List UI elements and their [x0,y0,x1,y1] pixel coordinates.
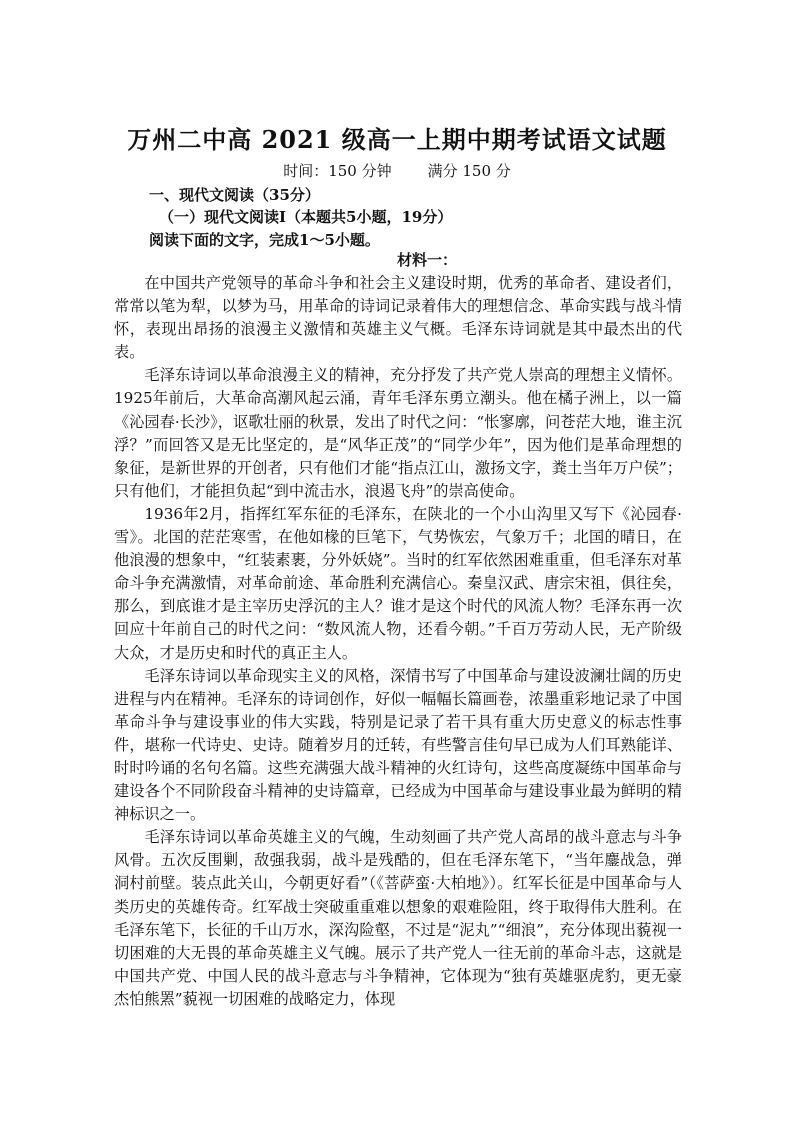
paragraph: 在中国共产党领导的革命斗争和社会主义建设时期，优秀的革命者、建设者们，常常以笔为犁，以梦为马，用革命的诗词记录着伟大的理想信念、革命实践与战斗情怀，表现出昂扬的浪漫主义激情和英雄主义气概。毛泽东诗词就是其中最杰出的代表。 [114,274,682,362]
reading-instruction: 阅读下面的文字，完成1～5小题。 [149,231,380,249]
exam-score: 满分 150 分 [427,162,511,180]
paragraph: 1936年2月，指挥红军东征的毛泽东，在陕北的一个小山沟里又写下《沁园春·雪》。北国的茫茫寒雪，在他如椽的巨笔下，气势恢宏，气象万千；北国的晴日，在他浪漫的想象中，“红装素裹，分外妖娆”。当时的红军依然困难重重，但毛泽东对革命斗争充满激情，对革命前途、革命胜利充满信心。秦皇汉武、唐宗宋祖，俱往矣，那么，到底谁才是主宰历史浮沉的主人？谁才是这个时代的风流人物？毛泽东再一次回应十年前自己的时代之问：“数风流人物，还看今朝。”千百万劳动人民，无产阶级大众，才是历史和时代的真正主人。 [114,504,682,662]
subsection-heading: （一）现代文阅读Ⅰ（本题共5小题，19分） [159,208,453,226]
exam-title: 万州二中高 2021 级高一上期中期考试语文试题 [127,125,667,154]
section-heading: 一、现代文阅读（35分） [149,186,320,204]
passage-body [114,272,682,1011]
exam-time: 时间：150 分钟 [283,162,392,180]
paragraph: 毛泽东诗词以革命英雄主义的气魄，生动刻画了共产党人高昂的战斗意志与斗争风骨。五次反围剿，敌强我弱，战斗是残酷的，但在毛泽东笔下，“当年鏖战急，弹洞村前壁。装点此关山，今朝更好看”（《菩萨蛮·大柏地》）。红军长征是中国革命与人类历史的英雄传奇。红军战士突破重重难以想象的艰难险阻，终于取得伟大胜利。在毛泽东笔下，长征的千山万水，深沟险壑，不过是“泥丸”“细浪”，充分体现出藐视一切困难的大无畏的革命英雄主义气魄。展示了共产党人一往无前的革命斗志，这就是中国共产党、中国人民的战斗意志与斗争精神，它体现为“独有英雄驱虎豹，更无豪杰怕熊罴”藐视一切困难的战略定力，体现 [114,828,682,1008]
paragraph: 毛泽东诗词以革命浪漫主义的精神，充分抒发了共产党人崇高的理想主义情怀。1925年前后，大革命高潮风起云涌，青年毛泽东勇立潮头。他在橘子洲上，以一篇《沁园春·长沙》，讴歌壮丽的秋景，发出了时代之问：“怅寥廓，问苍茫大地，谁主沉浮？”而回答又是无比坚定的，是“风华正茂”的“同学少年”，因为他们是革命理想的象征，是新世界的开创者，只有他们才能“指点江山，激扬文字，粪土当年万户侯”；只有他们，才能担负起“到中流击水，浪遏飞舟”的崇高使命。 [114,366,682,500]
material-label: 材料一： [396,251,457,269]
paragraph: 毛泽东诗词以革命现实主义的风格，深情书写了中国革命与建设波澜壮阔的历史进程与内在精神。毛泽东的诗词创作，好似一幅幅长篇画卷，浓墨重彩地记录了中国革命斗争与建设事业的伟大实践，特别是记录了若干具有重大历史意义的标志性事件，堪称一代诗史、史诗。随着岁月的迁转，有些警言佳句早已成为人们耳熟能详、时时吟诵的名句名篇。这些充满强大战斗精神的火红诗句，这些高度凝练中国革命与建设各个不同阶段奋斗精神的史诗篇章，已经成为中国革命与建设事业最为鲜明的精神标识之一。 [114,666,682,824]
exam-meta [0,160,794,181]
